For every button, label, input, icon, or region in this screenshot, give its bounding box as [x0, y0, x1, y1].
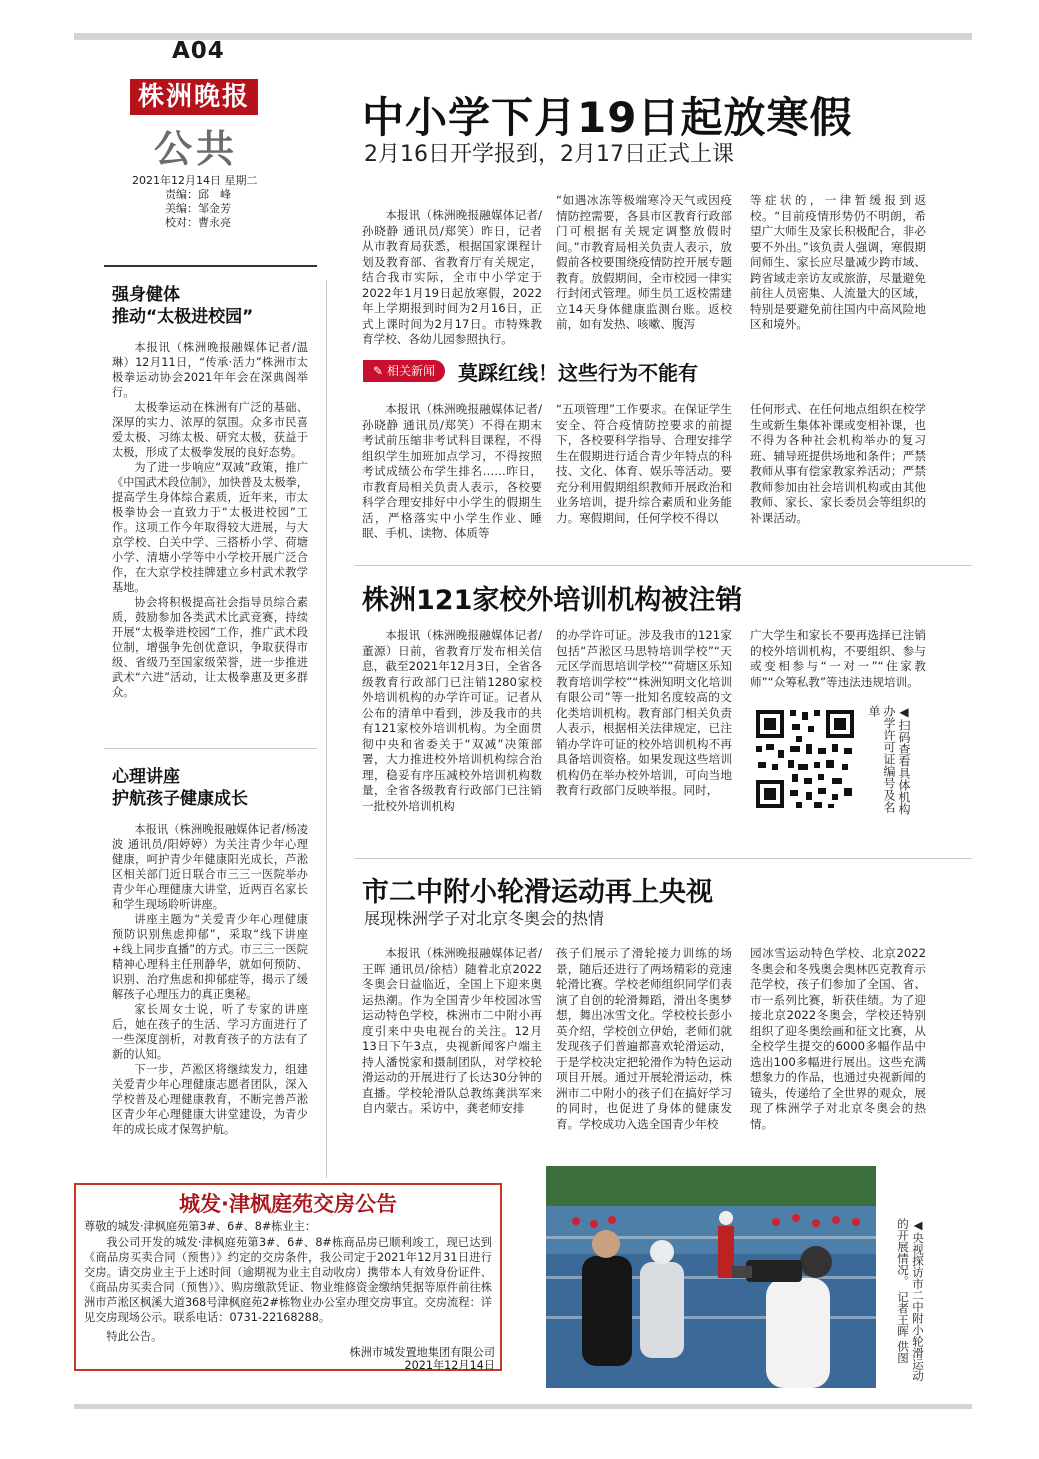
related-col-3: 任何形式、在任何地点组织在校学生或新生集体补课或变相补课，也不得为各种社会机构举办的复习班、辅导班提供场地和条件；严禁教师从事有偿家教家养活动；严禁教师参加由社会培训机构或由其他教师、家长、家长委员会等组织的补课活动。 — [750, 402, 926, 525]
bottom-band — [74, 1404, 972, 1409]
lead-subhead: 2月16日开学报到，2月17日正式上课 — [364, 142, 734, 167]
skating-col-2: 孩子们展示了滑轮接力训练的场景，随后还进行了两场精彩的竞速轮滑比赛。学校老师组织同学们表演了自创的轮滑舞蹈，滑出冬奥梦想，舞出冰雪文化。学校校长彭小英介绍，学校创立伊始，老师们就发现孩子们普遍都喜欢轮滑运动，于是学校决定把轮滑作为特色运动项目开展。通过开展轮滑运动，株洲市二中附小的孩子们在搞好学习的同时，也促进了身体的健康发育。学校成功入选全国青少年校 — [556, 946, 732, 1131]
related-news-tag-label: 相关新闻 — [386, 364, 435, 378]
paragraph: 本报讯（株洲晚报融媒体记者/温琳）12月11日，“传承·活力”株洲市太极拳运动协会2021年年会在深典阁举行。 — [112, 341, 308, 399]
training-col-2: 的办学许可证。涉及我市的121家包括“芦淞区马思特培训学校”“天元区学而思培训学校”“荷塘区乐知教育培训学校”“株洲知明文化培训有限公司”等一批知名度较高的文化类培训机构。教育部门相关负责人表示，根据相关法律规定，已注销办学许可证的校外培训机构不再具备培训资格。如果发现这些培训机构仍在举办校外培训，可向当地教育行政部门反映举报。同时， — [556, 628, 732, 797]
qr-caption: ◀扫码查看具体机构办学许可证编号及名单 — [867, 705, 911, 815]
paragraph: 下一步，芦淞区将继续发力，组建关爱青少年心理健康志愿者团队，深入学校普及心理健康教育，不断完善芦淞区青少年心理健康大讲堂建设，为青少年的成长成才保驾护航。 — [112, 1063, 308, 1136]
photo-caption: ◀央视探访市二中附小轮滑运动的开展情况。 记者王晖 供图 — [896, 1218, 925, 1382]
sidebar-story2-title-line2: 护航孩子健康成长 — [112, 789, 248, 809]
qr-code[interactable] — [752, 706, 858, 812]
paragraph: 为了进一步响应“双减”政策，推广《中国武术段位制》，加快普及太极拳，提高学生身体综合素质，近年来，市太极拳协会一直致力于“太极进校园”工作。这项工作今年取得较大进展，与大京学校、白关中学、三搭桥小学、荷塘小学、清塘小学等中小学校开展广泛合作，在大京学校挂牌建立乡村武术教学基地。 — [112, 461, 308, 594]
art-editor-credit: 美编：邹金芳 — [165, 202, 231, 215]
sidebar-divider — [326, 280, 327, 1178]
section-divider-2 — [355, 858, 972, 859]
sidebar-story2-title-line1: 心理讲座 — [112, 767, 180, 787]
paragraph: 家长周女士说，听了专家的讲座后，她在孩子的生活、学习方面进行了一些深度剖析，对教育孩子的方法有了新的认知。 — [112, 1003, 308, 1061]
property-notice-title: 城发·津枫庭苑交房公告 — [179, 1192, 397, 1216]
lead-col-2: “如遇冰冻等极端寒冷天气或因疫情防控需要，各县市区教育行政部门可根据有关规定调整放假时间。”市教育局相关负责人表示，放假前各校要围绕疫情防控开展专题教育。放假期间，全市校园一律实行封闭式管理。师生员工返校需建立14天身体健康监测台账。返校前，如有发热、咳嗽、腹泻 — [556, 193, 732, 331]
sidebar-rule-top — [104, 265, 317, 267]
training-col-1: 本报讯（株洲晚报融媒体记者/董源）日前，省教育厅发布相关信息，截至2021年12月3日，全省各级教育行政部门已注销1280家校外培训机构的办学许可证。记者从公布的清单中看到，涉及我市的共有121家校外培训机构。为全面贯彻中央和省委关于“双减”决策部署，大力推进校外培训机构综合治理，稳妥有序压减校外培训机构数量，全省各级教育行政部门已注销一批校外培训机构 — [362, 628, 542, 813]
date-line: 2021年12月14日 星期二 — [132, 174, 258, 187]
paragraph: 本报讯（株洲晚报融媒体记者/杨凌波 通讯员/阳婷婷）为关注青少年心理健康，呵护青少年健康阳光成长，芦淞区相关部门近日联合市三三一医院举办青少年心理健康大讲堂，近两百名家长和学生现场聆听讲座。 — [112, 823, 308, 911]
skating-col-1: 本报讯（株洲晚报融媒体记者/王晖 通讯员/徐桔）随着北京2022冬奥会日益临近，全国上下迎来奥运热潮。作为全国青少年校园冰雪运动特色学校，株洲市二中附小再度引来中央电视台的关注。12月13日下午3点，央视新闻客户端主持人潘悦家和摄制团队，对学校轮滑运动的开展进行了长达30分钟的直播。学校轮滑队总教练龚洪军来自内蒙古。采访中，龚老师安排 — [362, 946, 542, 1115]
paragraph: 协会将积极提高社会指导员综合素质，鼓励参加各类武术比武竞赛，持续开展“太极拳进校园”工作，推广武术段位制，增强争先创优意识，争取获得市级、省级乃至国家级荣誉，进一步推进武术“六进”活动，让太极拳惠及更多群众。 — [112, 596, 308, 699]
qr-code-image — [752, 706, 858, 812]
property-notice-signer: 株洲市城发置地集团有限公司 — [349, 1346, 495, 1359]
lead-col-3: 等症状的，一律暂缓报到返校。“目前疫情形势仍不明朗，希望广大师生及家长积极配合，非必要不外出。”该负责人强调，寒假期间师生、家长应尽量减少跨市域、跨省域走亲访友或旅游，尽量避免前往人员密集、人流量大的区域，特别是要避免前往国内中高风险地区和境外。 — [750, 193, 926, 331]
skating-col-3: 园冰雪运动特色学校、北京2022冬奥会和冬残奥会奥林匹克教育示范学校，孩子们参加了全国、省、市一系列比赛，斩获佳绩。为了迎接北京2022冬奥会，学校还特别组织了迎冬奥绘画和征文比赛，从全校学生提交的6000多幅作品中选出100多幅进行展出。这些充满想象力的作品，也通过央视新闻的镜头，传递给了全世界的观众，展现了株洲学子对北京冬奥会的热情。 — [750, 946, 926, 1131]
skating-headline: 市二中附小轮滑运动再上央视 — [362, 877, 713, 908]
section-title: 公共 — [154, 126, 239, 171]
section-divider-1 — [355, 565, 972, 566]
news-photo — [546, 1166, 876, 1388]
newspaper-logo: 株洲晚报 — [130, 79, 258, 115]
proofreader-credit: 校对：曹永亮 — [165, 216, 231, 229]
related-headline: 莫踩红线！这些行为不能有 — [458, 361, 698, 385]
sidebar-story1-body — [112, 340, 308, 700]
skating-subhead: 展现株洲学子对北京冬奥会的热情 — [364, 909, 605, 928]
paragraph: 讲座主题为“关爱青少年心理健康 预防识别焦虑抑郁”，采取“线下讲座+线上同步直播”的方式。市三三一医院精神心理科主任刑静华，就如何预防、识别、治疗焦虑和抑郁症等，揭示了缓解孩子心理压力的真正奥秘。 — [112, 913, 308, 1001]
pencil-icon: ✎ — [373, 364, 384, 378]
sidebar-rule-mid — [104, 748, 317, 749]
paragraph: 太极拳运动在株洲有广泛的基础、深厚的实力、浓厚的氛围。众多市民喜爱太极、习练太极、研究太极，获益于太极，形成了太极拳发展的良好态势。 — [112, 401, 308, 459]
related-news-tag — [363, 360, 445, 382]
training-col-3: 广大学生和家长不要再选择已注销的校外培训机构，不要组织、参与或变相参与“一对一”“住家教师”“众筹私教”等违法违规培训。 — [750, 628, 926, 689]
editor-credit: 责编：邱 峰 — [165, 188, 231, 201]
property-notice-body: 我公司开发的城发·津枫庭苑第3#、6#、8#栋商品房已顺利竣工，现已达到《商品房买卖合同（预售）》约定的交房条件，我公司定于2021年12月31日进行交房。请交房业主于上述时间（逾期视为业主自动收房）携带本人有效身份证件、《商品房买卖合同（预售）》、购房缴款凭证、物业维修资金缴纳凭据等原件前往株洲市芦淞区枫溪大道368号津枫庭苑2#栋物业办公室办理交房事宜。交房流程：详见交房现场公示。联系电话：0731-22168288。 — [84, 1236, 492, 1324]
property-notice-greeting: 尊敬的城发·津枫庭苑第3#、6#、8#栋业主： — [84, 1220, 317, 1233]
related-col-2: “五项管理”工作要求。在保证学生安全、符合疫情防控要求的前提下，各校要科学指导、合理安排学生在假期进行适合青少年特点的科技、文化、体育、娱乐等活动。要充分利用假期组织教师开展政治和业务培训，提升综合素质和业务能力。寒假期间，任何学校不得以 — [556, 402, 732, 525]
sidebar-story2-body — [112, 822, 308, 1137]
skating-photo-image — [546, 1166, 876, 1388]
lead-headline: 中小学下月19日起放寒假 — [362, 93, 853, 142]
lead-col-1: 本报讯（株洲晚报融媒体记者/孙晓静 通讯员/郑笑）昨日，记者从市教育局获悉，根据国家课程计划及教育部、省教育厅有关规定，结合我市实际，全市中小学定于2022年1月19日起放寒假，2022年上学期报到时间为2月16日，正式上课时间为2月17日。市特殊教育学校、各幼儿园参照执行。 — [362, 208, 542, 346]
sidebar-story1-title-line2: 推动“太极进校园” — [112, 307, 254, 327]
page-number: A04 — [172, 38, 225, 64]
training-headline: 株洲121家校外培训机构被注销 — [362, 585, 743, 616]
property-notice-date: 2021年12月14日 — [404, 1359, 495, 1372]
property-notice-closing: 特此公告。 — [106, 1330, 163, 1343]
sidebar-story1-title-line1: 强身健体 — [112, 285, 180, 305]
related-col-1: 本报讯（株洲晚报融媒体记者/孙晓静 通讯员/郑笑）不得在期末考试前压缩非考试科目课程，不得组织学生加班加点学习，不得按照考试成绩公布学生排名……昨日，市教育局相关负责人表示，各校要科学合理安排好中小学生的假期生活，严格落实中小学生作业、睡眠、手机、读物、体质等 — [362, 402, 542, 540]
